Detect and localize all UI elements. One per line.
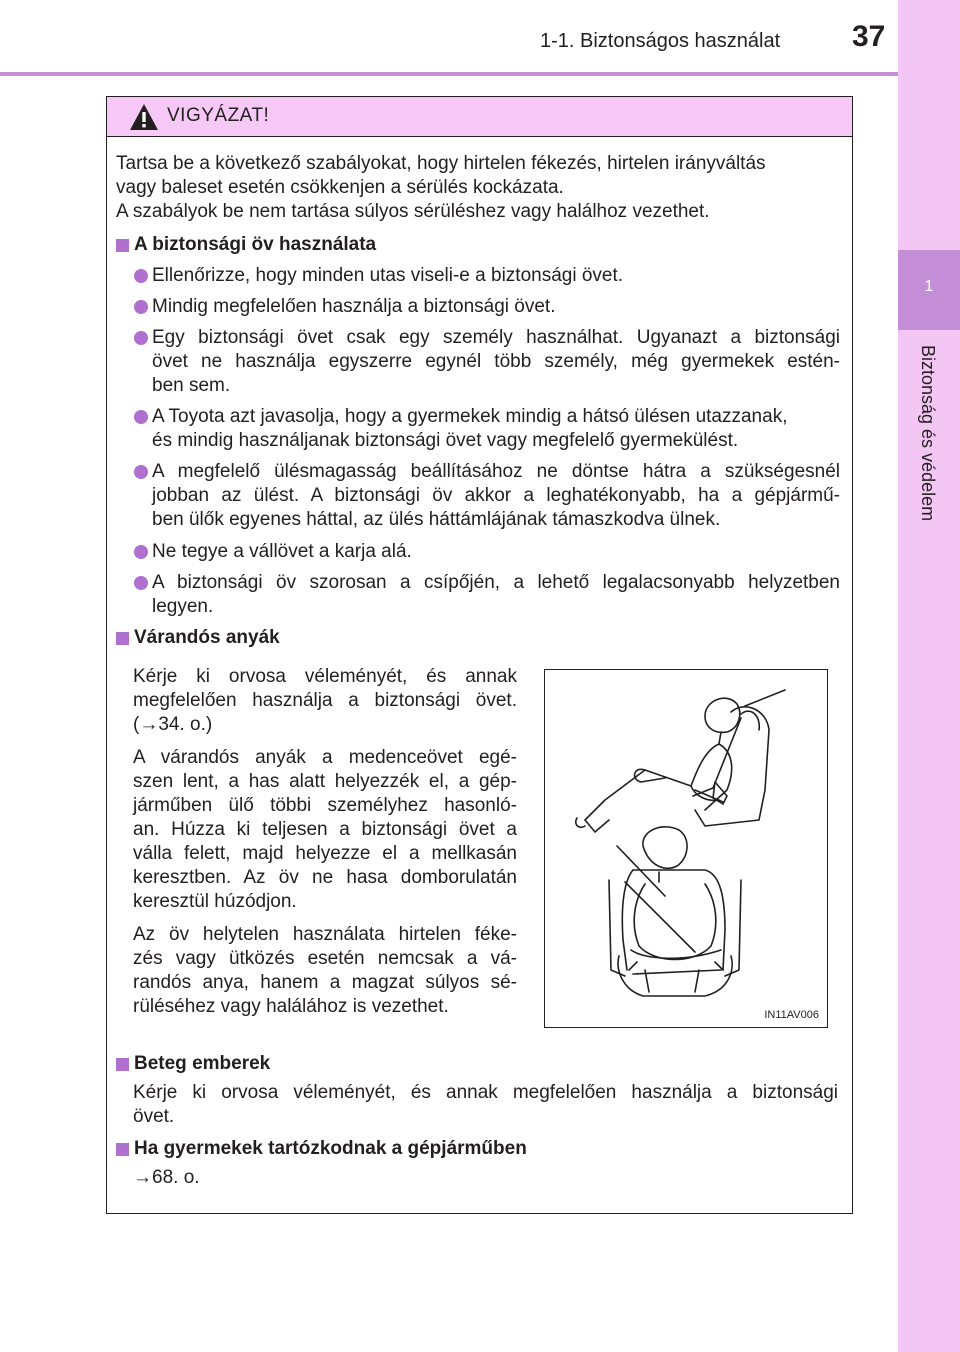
paragraph-line: rüléséhez vagy halálához is vezethet. bbox=[133, 996, 449, 1017]
list-item: Mindig megfelelően használja a biztonsági övet. bbox=[152, 296, 556, 317]
pregnant-seatbelt-illustration bbox=[545, 670, 827, 1027]
paragraph-line: válla felett, majd helyezze el a mellkasán bbox=[133, 843, 517, 864]
intro-line: vagy baleset esetén csökkenjen a sérülés kockázata. bbox=[116, 177, 564, 198]
list-item: övet ne használja egyszerre egynél több személy, még gyermekek estén- bbox=[152, 351, 840, 372]
paragraph-line: Kérje ki orvosa véleményét, és annak bbox=[133, 666, 517, 687]
list-item: legyen. bbox=[152, 596, 214, 617]
bullet-dot-icon bbox=[134, 300, 148, 314]
bullet-dot-icon bbox=[134, 465, 148, 479]
intro-line: Tartsa be a következő szabályokat, hogy hirtelen fékezés, hirtelen irányváltás bbox=[116, 153, 766, 174]
section-title-seatbelt: A biztonsági öv használata bbox=[134, 234, 377, 255]
paragraph-line: an. Húzza ki teljesen a biztonsági övet a bbox=[133, 819, 517, 840]
bullet-dot-icon bbox=[134, 331, 148, 345]
figure-code: IN11AV006 bbox=[764, 1009, 819, 1021]
paragraph-line: Kérje ki orvosa véleményét, és annak megfelelően használja a biztonsági bbox=[133, 1082, 838, 1103]
paragraph-line: szen lent, a has alatt helyezzék el, a gép- bbox=[133, 771, 517, 792]
section-title-pregnant: Várandós anyák bbox=[134, 627, 280, 648]
side-strip bbox=[898, 0, 960, 1352]
section-square-icon bbox=[116, 1143, 129, 1156]
bullet-dot-icon bbox=[134, 269, 148, 283]
illustration-figure bbox=[544, 669, 828, 1028]
list-item: Egy biztonsági övet csak egy személy használhat. Ugyanazt a biztonsági bbox=[152, 327, 840, 348]
paragraph-line: (→34. o.) bbox=[133, 714, 213, 735]
bullet-dot-icon bbox=[134, 545, 148, 559]
paragraph-line: Az öv helytelen használata hirtelen féke- bbox=[133, 924, 517, 945]
warning-header bbox=[107, 97, 852, 137]
paragraph-line: járműben ülő többi személyhez hasonló- bbox=[133, 795, 517, 816]
paragraph-line: randós anya, hanem a magzat súlyos sé- bbox=[133, 972, 517, 993]
warning-label: VIGYÁZAT! bbox=[167, 105, 270, 126]
section-title-children: Ha gyermekek tartózkodnak a gépjárműben bbox=[134, 1138, 527, 1159]
section-title: 1-1. Biztonságos használat bbox=[540, 30, 781, 52]
list-item: Ne tegye a vállövet a karja alá. bbox=[152, 541, 412, 562]
chapter-number: 1 bbox=[924, 278, 934, 295]
section-square-icon bbox=[116, 1058, 129, 1071]
warning-triangle-icon bbox=[129, 103, 159, 131]
list-item: és mindig használjanak biztonsági övet vagy megfelelő gyermekülést. bbox=[152, 430, 739, 451]
bullet-dot-icon bbox=[134, 576, 148, 590]
chapter-title: Biztonság és védelem bbox=[918, 345, 938, 522]
page-number: 37 bbox=[852, 20, 886, 53]
bullet-dot-icon bbox=[134, 410, 148, 424]
paragraph-line: övet. bbox=[133, 1106, 175, 1127]
paragraph-line: keresztben. Az öv ne hasa domborulatán bbox=[133, 867, 517, 888]
paragraph-line: A várandós anyák a medenceövet egé- bbox=[133, 747, 517, 768]
paragraph-line: keresztül húzódjon. bbox=[133, 891, 297, 912]
chapter-tab[interactable] bbox=[898, 250, 960, 330]
list-item: A megfelelő ülésmagasság beállításához ne döntse hátra a szükségesnél bbox=[152, 461, 840, 482]
list-item: ben ülők egyenes háttal, az ülés háttámlájának támaszkodva ülnek. bbox=[152, 509, 721, 530]
intro-line: A szabályok be nem tartása súlyos sérüléshez vagy halálhoz vezethet. bbox=[116, 201, 710, 222]
list-item: jobban az ülést. A biztonsági öv akkor a leghatékonyabb, ha a gépjármű- bbox=[152, 485, 840, 506]
section-square-icon bbox=[116, 239, 129, 252]
section-title-sick: Beteg emberek bbox=[134, 1053, 271, 1074]
section-square-icon bbox=[116, 632, 129, 645]
list-item: Ellenőrizze, hogy minden utas viseli-e a biztonsági övet. bbox=[152, 265, 624, 286]
paragraph-line: megfelelően használja a biztonsági övet. bbox=[133, 690, 517, 711]
list-item: A Toyota azt javasolja, hogy a gyermekek mindig a hátsó ülésen utazzanak, bbox=[152, 406, 788, 427]
header-rule bbox=[0, 72, 898, 76]
paragraph-line: zés vagy ütközés esetén nemcsak a vá- bbox=[133, 948, 517, 969]
list-item: A biztonsági öv szorosan a csípőjén, a lehető legalacsonyabb helyzetben bbox=[152, 572, 840, 593]
page-reference-link[interactable]: →68. o. bbox=[133, 1167, 200, 1188]
list-item: ben sem. bbox=[152, 375, 231, 396]
